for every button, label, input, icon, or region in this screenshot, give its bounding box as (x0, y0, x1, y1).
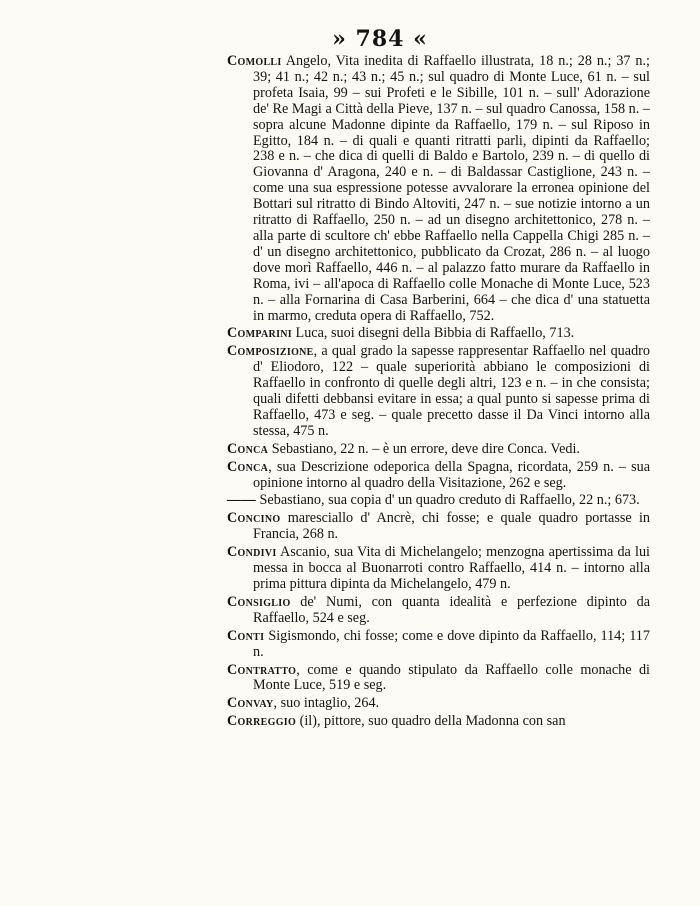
entry-headword: Concino (227, 510, 281, 527)
entry-headword: Contratto (227, 661, 297, 678)
entry-text: Sebastiano, sua copia d' un quadro creduto di Raffaello, 22 n.; 673. (255, 492, 640, 509)
entry-text: , a qual grado la sapesse rappresentar Raffaello nel quadro d' Eliodoro, 122 – quale superiorità abbiano le composizioni di Raffaello in confronto di quelle degli altri, 123 e n. – in che consista; quali difetti debbansi evitare in essa; a qual punto si sapesse prima di Raffaello, 473 e seg. – quale precetto dasse il Da Vinci intorno alla stessa, 475 n. (253, 343, 650, 439)
index-entry (227, 460, 650, 492)
entry-text: Ascanio, sua Vita di Michelangelo; menzogna apertissima da lui messa in bocca al Buonarroti contro Raffaello, 414 n. – intorno alla prima pittura dipinta da Michelangelo, 479 n. (253, 544, 650, 592)
index-entry (227, 595, 650, 627)
index-entry (227, 714, 650, 730)
index-entry (227, 511, 650, 543)
index-entry (227, 344, 650, 439)
entry-text: , suo intaglio, 264. (273, 695, 380, 712)
entry-text: maresciallo d' Ancrè, chi fosse; e quale quadro portasse in Francia, 268 n. (253, 510, 650, 543)
entry-headword: Conti (227, 627, 265, 644)
index-entry (227, 54, 650, 324)
index-entries (227, 54, 650, 732)
entry-headword: Conca (227, 458, 269, 475)
entry-headword: Conca (227, 440, 269, 457)
page-number: » 784 « (332, 26, 428, 52)
entry-text: de' Numi, con quanta idealità e perfezione dipinto da Raffaello, 524 e seg. (253, 593, 650, 626)
index-entry (227, 663, 650, 695)
entry-headword: Consiglio (227, 593, 291, 610)
entry-text: Sigismondo, chi fosse; come e dove dipinto da Raffaello, 114; 117 n. (253, 627, 650, 660)
entry-text: (il), pittore, suo quadro della Madonna con san (296, 713, 566, 730)
entry-headword: Convay (227, 695, 274, 712)
entry-text: Luca, suoi disegni della Bibbia di Raffaello, 713. (291, 325, 575, 342)
index-entry (227, 696, 650, 712)
entry-headword: Condivi (227, 544, 277, 561)
entry-headword: Correggio (227, 713, 297, 730)
entry-text: Sebastiano, 22 n. – è un errore, deve dire Conca. Vedi. (268, 440, 580, 457)
index-entry (227, 493, 650, 509)
entry-text: , sua Descrizione odeporica della Spagna, ricordata, 259 n. – sua opinione intorno al quadro della Visitazione, 262 e seg. (253, 458, 650, 491)
entry-headword: Composizione (227, 343, 314, 360)
entry-headword: Comolli (227, 53, 282, 69)
index-entry (227, 442, 650, 458)
index-entry (227, 326, 650, 342)
entry-text: Angelo, Vita inedita di Raffaello illustrata, 18 n.; 28 n.; 37 n.; 39; 41 n.; 42 n.; 43 n.; 45 n.; sul quadro di Monte Luce, 61 n. – sul profeta Isaia, 99 – sui Profeti e le Sibille, 101 n. – sull' Adorazione de' Re Magi a Città della Pieve, 137 n. – sul quadro Canossa, 158 n. – sopra alcune Madonne dipinte da Raffaello, 179 n. – sul Riposo in Egitto, 184 n. – di quali e quanti ritratti parli, dipinti da Raffaello; 238 e n. – che dica di quelli di Baldo e Bartolo, 239 n. – di quello di Giovanna d' Aragona, 240 e n. – di Baldassar Castiglione, 243 n. – come una sua espressione potesse avvalorare la erronea opinione del Bottari sul ritratto di Bindo Altoviti, 247 n. – sue notizie intorno a un ritratto di Raffaello, 250 n. – ad un disegno architettonico, 278 n. – alla parte di scultore ch' ebbe Raffaello nella Cappella Chigi 285 n. – d' un disegno architettonico, pubblicato da Crozat, 286 n. – al luogo dove morì Raffaello, 446 n. – al palazzo fatto murare da Raffaello in Roma, ivi – all'apoca di Raffaello colle Monache di Monte Luce, 523 n. – alla Fornarina di Casa Barberini, 664 – che dica d' una statuetta in marmo, creduta opera di Raffaello, 752. (253, 53, 650, 324)
entry-headword: —— (227, 492, 256, 509)
index-entry (227, 545, 650, 593)
entry-text: , come e quando stipulato da Raffaello colle monache di Monte Luce, 519 e seg. (253, 661, 650, 694)
index-entry (227, 629, 650, 661)
entry-headword: Comparini (227, 325, 292, 342)
